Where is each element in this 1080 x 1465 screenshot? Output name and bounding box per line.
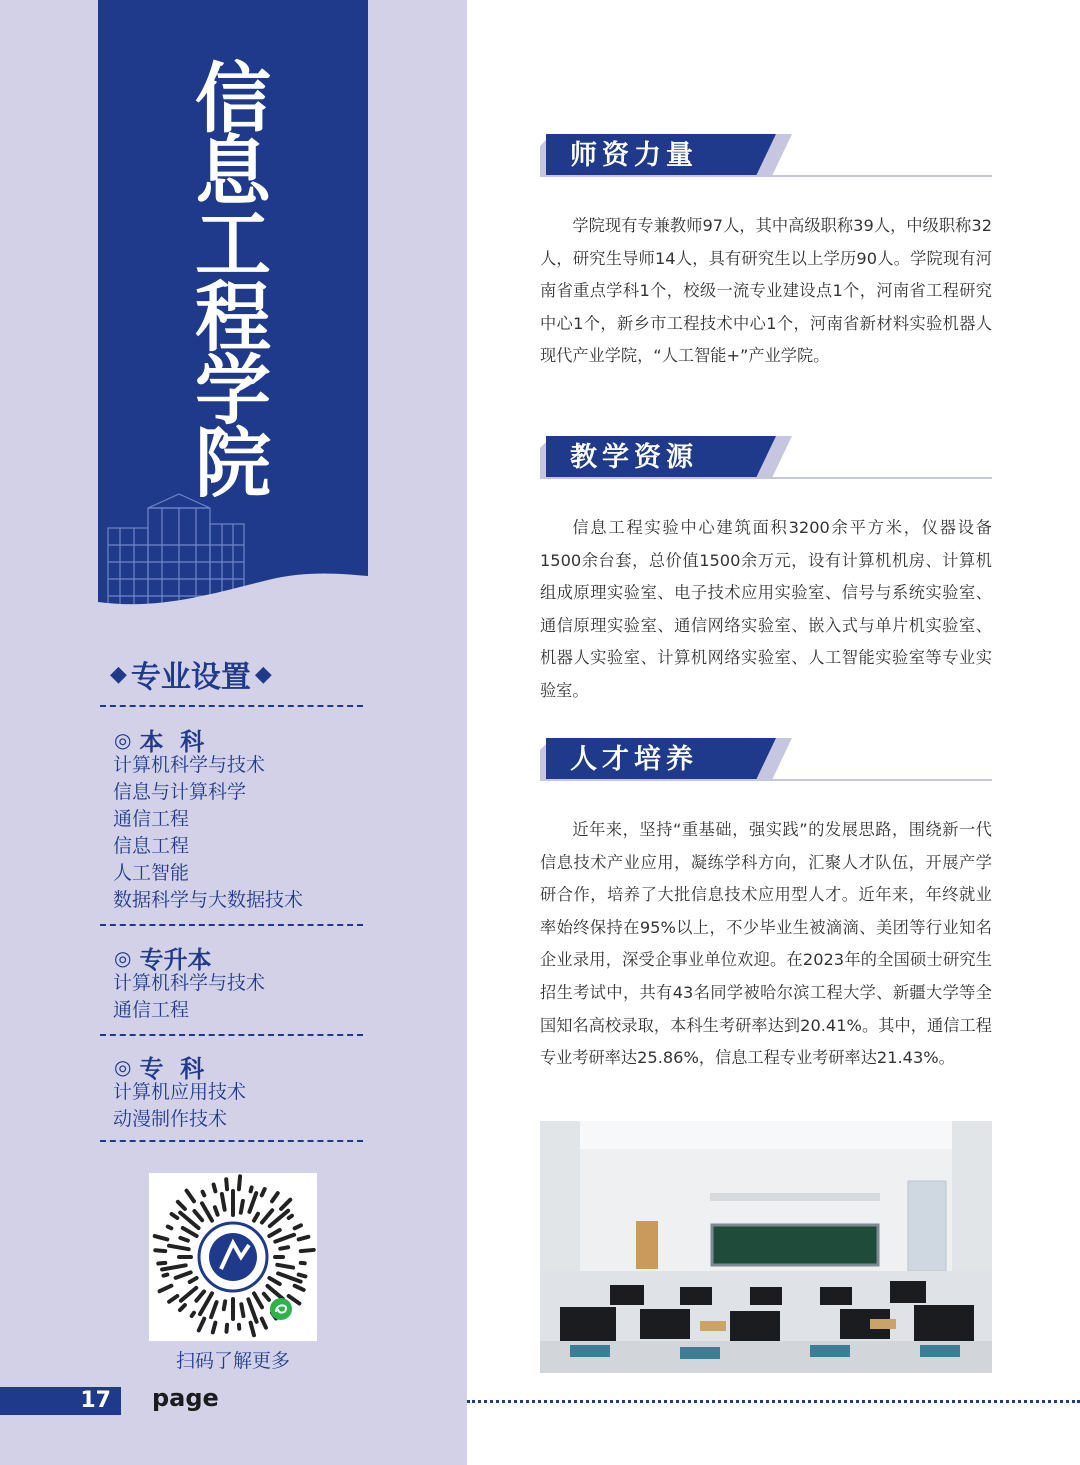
section-title: 教学资源 [570,442,698,473]
circle-bullet-icon: ◎ [114,1054,132,1079]
list-item: 计算机科学与技术 [113,972,266,994]
section-header-talent [540,738,992,784]
list-item: 数据科学与大数据技术 [113,889,304,911]
banner-wave [98,560,368,610]
title-char: 信 [195,54,271,143]
divider [100,705,363,707]
section-paragraph: 信息工程实验中心建筑面积3200余平方米，仪器设备1500余台套，总价值1500余万元，设有计算机机房、计算机组成原理实验室、电子技术应用实验室、信号与系统实验室、通信原理实验室、通信网络实验室、嵌入式与单片机实验室、机器人实验室、计算机网络实验室、人工智能实验室等专业实验室。 [540,518,992,700]
majors-heading-text: 专业设置 [130,660,251,695]
divider [100,1034,363,1036]
college-title [98,54,368,508]
major-list [113,1079,246,1133]
section-header-faculty [540,134,992,180]
list-item: 计算机科学与技术 [113,754,266,776]
section-paragraph: 近年来，坚持“重基础，强实践”的发展思路，围绕新一代信息技术产业应用，凝练学科方向，汇聚人才队伍，开展产学研合作，培养了大批信息技术应用型人才。近年来，年终就业率始终保持在95%以上，不少毕业生被滴滴、美团等行业知名企业录用，深受企事业单位欢迎。在2023年的全国硕士研究生招生考试中，共有43名同学被哈尔滨工程大学、新疆大学等全国知名高校录取，本科生考研率达到20.41%。其中，通信工程专业考研率达25.86%，信息工程专业考研率达21.43%。 [540,820,992,1068]
college-banner [98,0,368,610]
page-number: 17 [0,1387,121,1415]
majors-heading [110,652,360,696]
list-item: 动漫制作技术 [113,1108,228,1130]
circle-bullet-icon: ◎ [114,727,132,752]
section-rule [540,477,992,479]
title-char: 学 [195,346,271,435]
category-label: 专 科 [139,1055,205,1083]
qr-label: 扫码了解更多 [175,1350,290,1372]
section-header-resources [540,436,992,482]
title-char: 程 [195,273,271,362]
list-item: 通信工程 [113,999,190,1021]
qr-code-icon[interactable] [149,1173,317,1341]
title-char: 工 [195,200,271,289]
section-rule [540,779,992,781]
divider [100,1140,363,1142]
title-char: 院 [195,419,271,508]
major-list [113,752,303,914]
section-rule [540,175,992,177]
section-title: 师资力量 [570,140,698,171]
section-paragraph: 学院现有专兼教师97人，其中高级职称39人，中级职称32人，研究生导师14人，具有研究生以上学历90人。学院现有河南省重点学科1个，校级一流专业建设点1个，河南省工程研究中心1个，新乡市工程技术中心1个，河南省新材料实验机器人现代产业学院，“人工智能+”产业学院。 [540,216,992,366]
list-item: 信息与计算科学 [113,781,247,803]
title-char: 息 [195,127,271,216]
diamond-icon: ◆ [110,661,127,687]
computer-lab-photo [540,1121,992,1373]
divider [100,924,363,926]
section-title: 人才培养 [570,744,698,775]
page-word: page [152,1384,219,1412]
major-list [113,970,265,1024]
circle-bullet-icon: ◎ [114,945,132,970]
diamond-icon: ◆ [254,661,272,687]
list-item: 信息工程 [113,835,190,857]
category-label: 专升本 [139,946,212,974]
list-item: 人工智能 [113,862,190,884]
category-label: 本 科 [139,728,205,756]
mini-program-code [149,1173,317,1341]
list-item: 计算机应用技术 [113,1081,247,1103]
bottom-divider [467,1400,1080,1403]
list-item: 通信工程 [113,808,190,830]
